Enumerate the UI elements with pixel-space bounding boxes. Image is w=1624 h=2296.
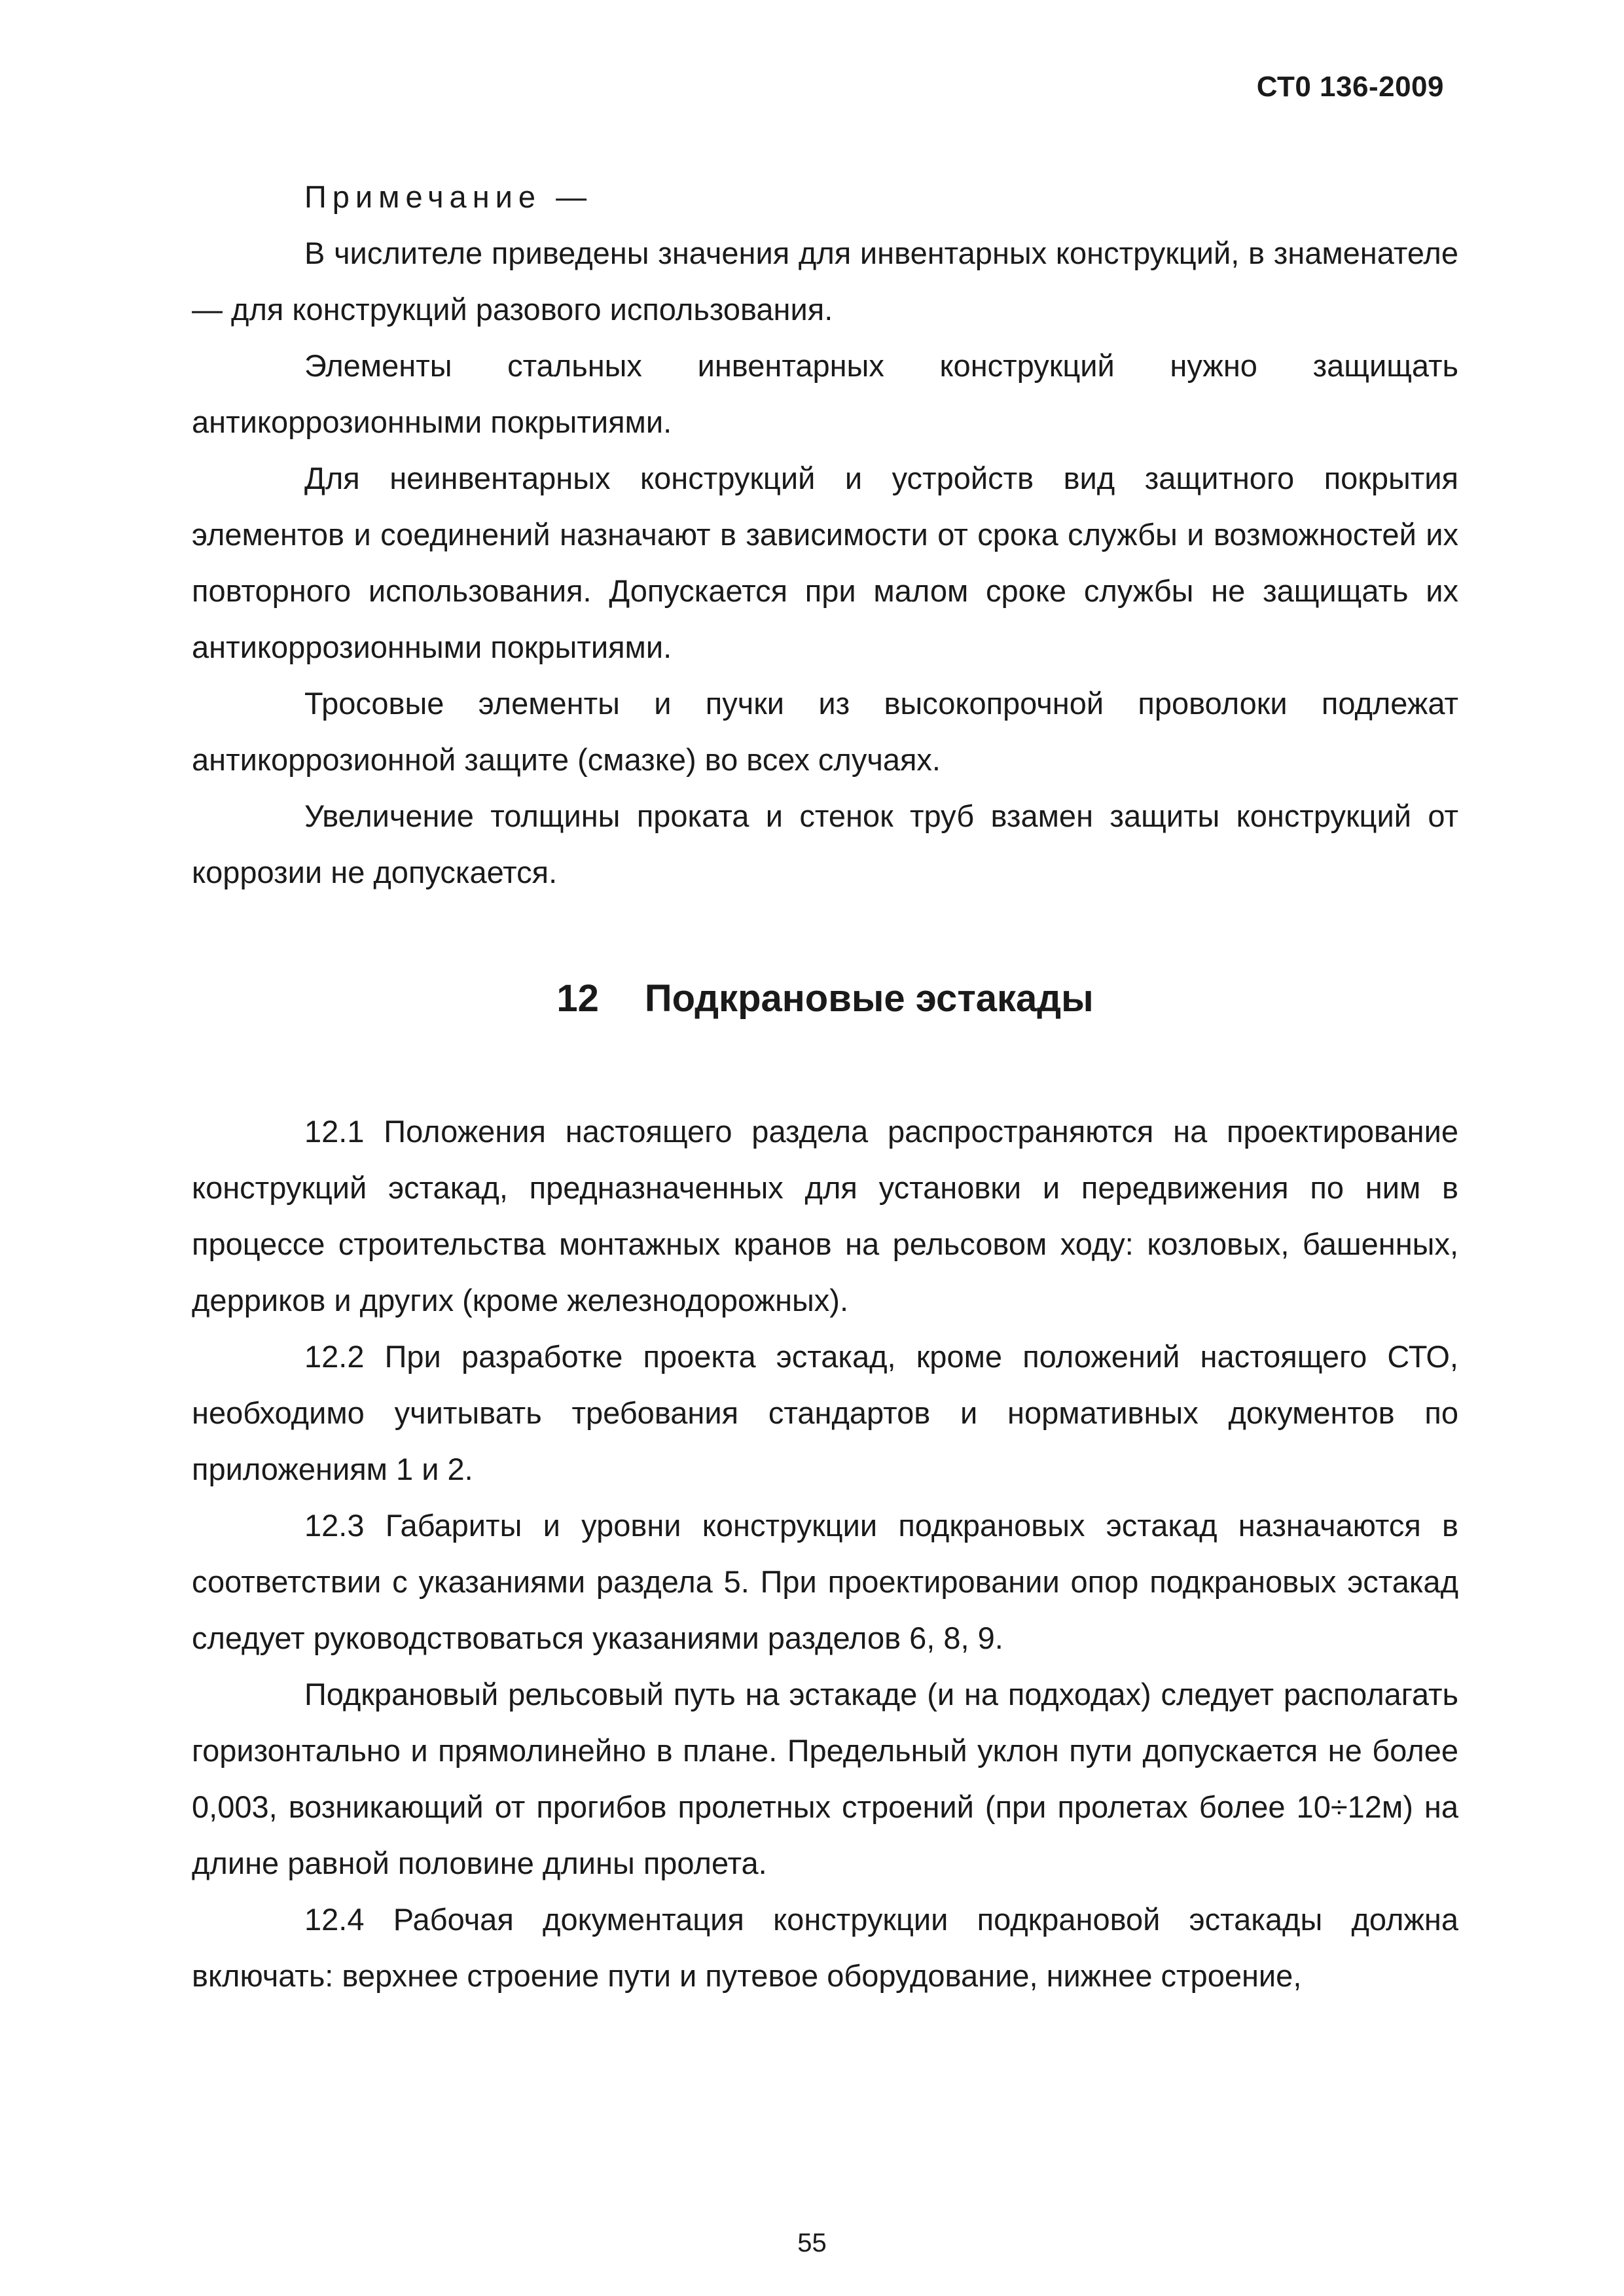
section-number: 12: [556, 977, 599, 1020]
paragraph: 12.2 При разработке проекта эстакад, кроме положений настоящего СТО, необходимо учитывать требования стандартов и нормативных документов по приложениям 1 и 2.: [192, 1339, 1458, 1486]
paragraph: Тросовые элементы и пучки из высокопрочной проволоки подлежат антикоррозионной защите (смазке) во всех случаях.: [192, 686, 1458, 777]
page-number: 55: [797, 2229, 827, 2257]
paragraph: Для неинвентарных конструкций и устройств вид защитного покрытия элементов и соединений назначают в зависимости от срока службы и возможностей их повторного использования. Допускается при малом сроке службы не защищать их антикоррозионными покрытиями.: [192, 461, 1458, 664]
paragraph: Увеличение толщины проката и стенок труб взамен защиты конструкций от коррозии не допускается.: [192, 798, 1458, 889]
paragraph: 12.3 Габариты и уровни конструкции подкрановых эстакад назначаются в соответствии с указаниями раздела 5. При проектировании опор подкрановых эстакад следует руководствоваться указаниями разделов 6, 8, 9.: [192, 1508, 1458, 1655]
document-code: СТ0 136-2009: [1256, 71, 1444, 103]
paragraph: 12.1 Положения настоящего раздела распространяются на проектирование конструкций эстакад, предназначенных для установки и передвижения по ним в процессе строительства монтажных кранов на рельсовом ходу: козловых, башенных, дерриков и других (кроме железнодорожных).: [192, 1114, 1458, 1318]
paragraph: Подкрановый рельсовый путь на эстакаде (и на подходах) следует располагать горизонтально и прямолинейно в плане. Предельный уклон пути допускается не более 0,003, возникающий от прогибов пролетных строений (при пролетах более 10÷12м) на длине равной половине длины пролета.: [192, 1677, 1458, 1880]
page-content: [192, 169, 1458, 2004]
note-label: Примечание —: [304, 179, 593, 214]
section-title: Подкрановые эстакады: [644, 977, 1094, 1020]
paragraph: 12.4 Рабочая документация конструкции подкрановой эстакады должна включать: верхнее строение пути и путевое оборудование, нижнее строение,: [192, 1902, 1458, 1993]
paragraph: Элементы стальных инвентарных конструкций нужно защищать антикоррозионными покрытиями.: [192, 348, 1458, 439]
section-heading: [192, 973, 1458, 1025]
paragraph: В числителе приведены значения для инвентарных конструкций, в знаменателе — для конструкций разового использования.: [192, 236, 1458, 327]
